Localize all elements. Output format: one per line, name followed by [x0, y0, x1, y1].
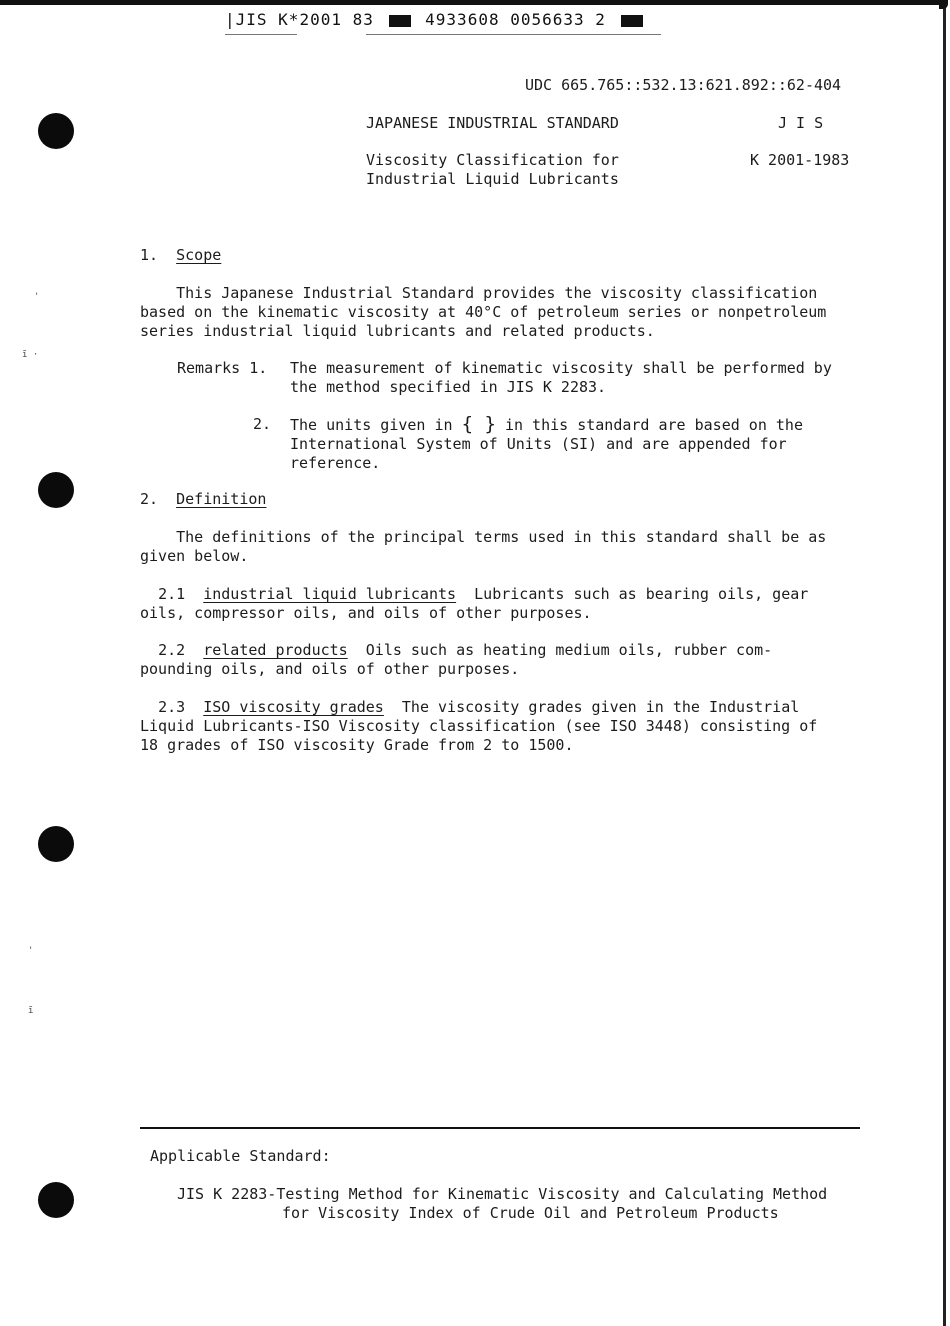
- definition-number: 2.2: [158, 641, 186, 659]
- definition-number: 2.1: [158, 585, 186, 603]
- right-border-rule: [943, 0, 946, 1326]
- top-border-rule: [0, 0, 943, 5]
- header-code-middle: 4933608 0056633 2: [425, 10, 606, 29]
- footer-rule: [140, 1127, 860, 1129]
- definition-number: 2.3: [158, 698, 186, 716]
- jis-mark: J I S: [778, 114, 824, 132]
- remark-line: reference.: [290, 454, 381, 472]
- definition-first-line: [140, 698, 860, 717]
- definition-item: [140, 641, 860, 679]
- section-heading-definition: [140, 490, 266, 509]
- standard-type: JAPANESE INDUSTRIAL STANDARD: [366, 114, 619, 132]
- section-title: Definition: [176, 490, 267, 508]
- definition-text: The viscosity grades given in the Industrial: [383, 698, 800, 716]
- applicable-standard-line: JIS K 2283-Testing Method for Kinematic Viscosity and Calculating Method: [177, 1185, 828, 1203]
- section-heading-scope: [140, 246, 221, 265]
- definition-text: Oils such as heating medium oils, rubber com-: [347, 641, 773, 659]
- definition-line: oils, compressor oils, and oils of other purposes.: [140, 604, 592, 622]
- definition-first-line: [140, 585, 860, 604]
- definition-term: ISO viscosity grades: [203, 698, 384, 716]
- si-braces: { }: [461, 413, 496, 435]
- definition-item: [140, 698, 860, 755]
- remark-line: The measurement of kinematic viscosity shall be performed by: [290, 359, 832, 377]
- remark-2-number: 2.: [253, 415, 272, 433]
- applicable-standard-label: Applicable Standard:: [150, 1147, 331, 1165]
- paragraph-line: based on the kinematic viscosity at 40°C of petroleum series or nonpetroleum: [140, 303, 827, 321]
- section-title: Scope: [176, 246, 222, 264]
- definition-term: industrial liquid lubricants: [203, 585, 457, 603]
- punch-hole: [38, 113, 74, 149]
- punch-hole: [38, 472, 74, 508]
- black-block-mark: [389, 15, 411, 27]
- header-code-left: JIS K*2001 83: [235, 10, 374, 29]
- title-line: Viscosity Classification for: [366, 151, 619, 169]
- applicable-standard-line: for Viscosity Index of Crude Oil and Petroleum Products: [282, 1204, 779, 1222]
- remark-2: [290, 415, 803, 473]
- corner-mark: [939, 0, 948, 9]
- scan-speck: ': [28, 946, 34, 956]
- punch-hole: [38, 1182, 74, 1218]
- remark-line: [290, 415, 803, 435]
- section-number: 1.: [140, 246, 159, 264]
- definition-first-line: [140, 641, 860, 660]
- udc-code: UDC 665.765::532.13:621.892::62-404: [525, 76, 842, 94]
- scope-paragraph: [140, 284, 860, 341]
- definition-line: Liquid Lubricants-ISO Viscosity classification (see ISO 3448) consisting of: [140, 717, 818, 735]
- document-title: [366, 151, 619, 189]
- header-code: |JIS K*2001 83 4933608 0056633 2: [225, 10, 647, 29]
- remark-text: in this standard are based on the: [504, 416, 803, 434]
- definition-text: Lubricants such as bearing oils, gear: [456, 585, 809, 603]
- remark-line: International System of Units (SI) and are appended for: [290, 435, 787, 453]
- definition-item: [140, 585, 860, 623]
- definition-line: pounding oils, and oils of other purposes.: [140, 660, 520, 678]
- paragraph-line: series industrial liquid lubricants and related products.: [140, 322, 655, 340]
- remark-line: the method specified in JIS K 2283.: [290, 378, 607, 396]
- scan-speck: ĩ ·: [22, 350, 39, 360]
- title-line: Industrial Liquid Lubricants: [366, 170, 619, 188]
- scan-speck: ': [34, 292, 40, 302]
- remark-text: The units given in: [290, 416, 453, 434]
- definition-line: 18 grades of ISO viscosity Grade from 2 to 1500.: [140, 736, 574, 754]
- paragraph-line: given below.: [140, 547, 249, 565]
- section-number: 2.: [140, 490, 159, 508]
- remarks-label: Remarks 1.: [177, 359, 268, 377]
- header-underline: [366, 34, 661, 35]
- remark-1: [290, 359, 832, 397]
- black-block-mark: [621, 15, 643, 27]
- punch-hole: [38, 826, 74, 862]
- scan-speck: ĩ: [28, 1006, 34, 1016]
- definition-intro: [140, 528, 860, 566]
- definition-term: related products: [203, 641, 348, 659]
- paragraph-line: This Japanese Industrial Standard provides the viscosity classification: [140, 284, 818, 302]
- header-underline: [225, 34, 297, 35]
- standard-number: K 2001-1983: [750, 151, 850, 169]
- paragraph-line: The definitions of the principal terms used in this standard shall be as: [140, 528, 827, 546]
